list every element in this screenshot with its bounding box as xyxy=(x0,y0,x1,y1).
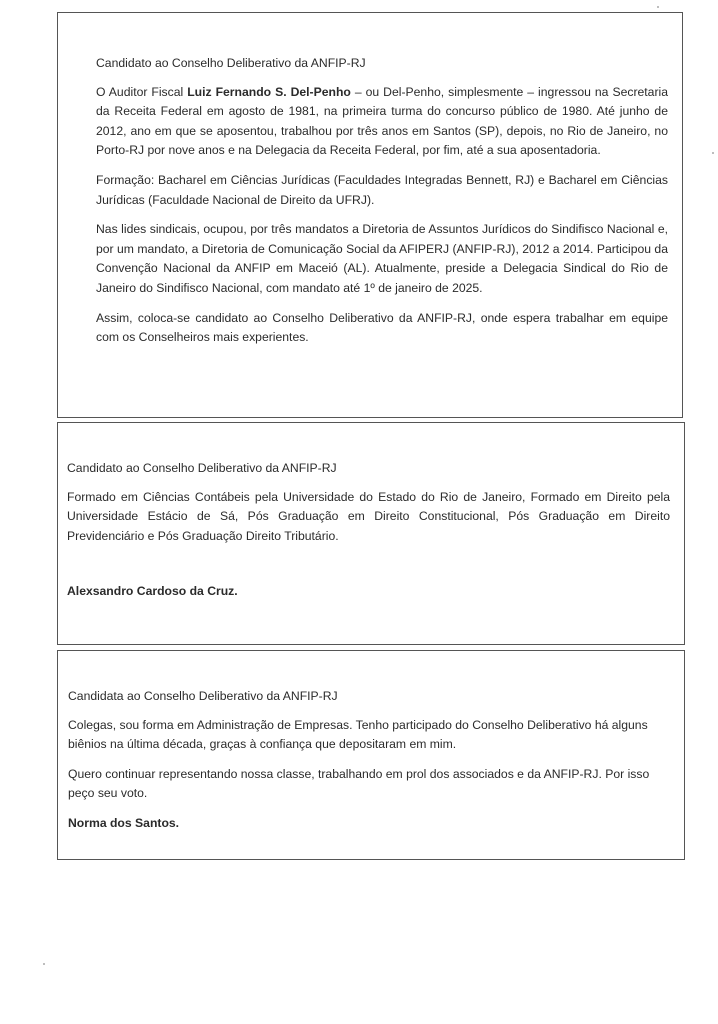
candidate-heading: Candidata ao Conselho Deliberativo da ANFIP-RJ xyxy=(68,689,338,703)
closing-paragraph: Assim, coloca-se candidato ao Conselho Deliberativo da ANFIP-RJ, onde espera trabalhar em equipe com os Conselheiros mais experientes. xyxy=(96,310,668,345)
vote-paragraph: Quero continuar representando nossa classe, trabalhando em prol dos associados e da ANFIP-RJ. Por isso peço seu voto. xyxy=(68,766,650,801)
candidate-bio-paragraph xyxy=(96,83,668,161)
candidate-name: Norma dos Santos. xyxy=(68,815,180,830)
candidate-name: Alexsandro Cardoso da Cruz. xyxy=(67,584,238,599)
bio-prefix: O Auditor Fiscal xyxy=(96,84,188,99)
candidate-box-norma xyxy=(57,650,685,860)
candidate-heading: Candidato ao Conselho Deliberativo da ANFIP-RJ xyxy=(67,461,337,475)
bio-rest: – ou Del-Penho, simplesmente – ingressou na Secretaria da Receita Federal em agosto de 1981, na primeira turma do concurso público de 1980. Até junho de 2012, ano em que se aposentou, trabalhou por três anos em Santos (SP), depois, no Rio de Janeiro, no Porto-RJ por nove anos e na Delegacia da Receita Federal, por fim, até a sua aposentadoria. xyxy=(96,84,668,158)
union-paragraph: Nas lides sindicais, ocupou, por três mandatos a Diretoria de Assuntos Jurídicos do Sindifisco Nacional e, por um mandato, a Diretoria de Comunicação Social da AFIPERJ (ANFIP-RJ), 2012 a 2014. Participou da Convenção Nacional da ANFIP em Maceió (AL). Atualmente, preside a Delegacia Sindical do Rio de Janeiro do Sindifisco Nacional, com mandato até 1º de janeiro de 2025. xyxy=(96,222,668,295)
candidate-box-cardoso xyxy=(57,422,685,645)
education-paragraph: Formação: Bacharel em Ciências Jurídicas (Faculdades Integradas Bennett, RJ) e Bacharel em Ciências Jurídicas (Faculdade Nacional de Direito da UFRJ). xyxy=(96,172,668,207)
candidate-name: Luiz Fernando S. Del-Penho xyxy=(187,84,351,99)
education-paragraph: Formado em Ciências Contábeis pela Universidade do Estado do Rio de Janeiro, Formado em Direito pela Universidade Estácio de Sá, Pós Graduação em Direito Constitucional, Pós Graduação em Direito Previdenciário e Pós Graduação Direito Tributário. xyxy=(67,489,670,543)
intro-paragraph: Colegas, sou forma em Administração de Empresas. Tenho participado do Conselho Deliberativo há alguns biênios na última década, graças à confiança que depositaram em mim. xyxy=(68,717,648,752)
candidate-heading: Candidato ao Conselho Deliberativo da ANFIP-RJ xyxy=(96,56,366,70)
candidate-box-del-penho xyxy=(57,12,683,418)
